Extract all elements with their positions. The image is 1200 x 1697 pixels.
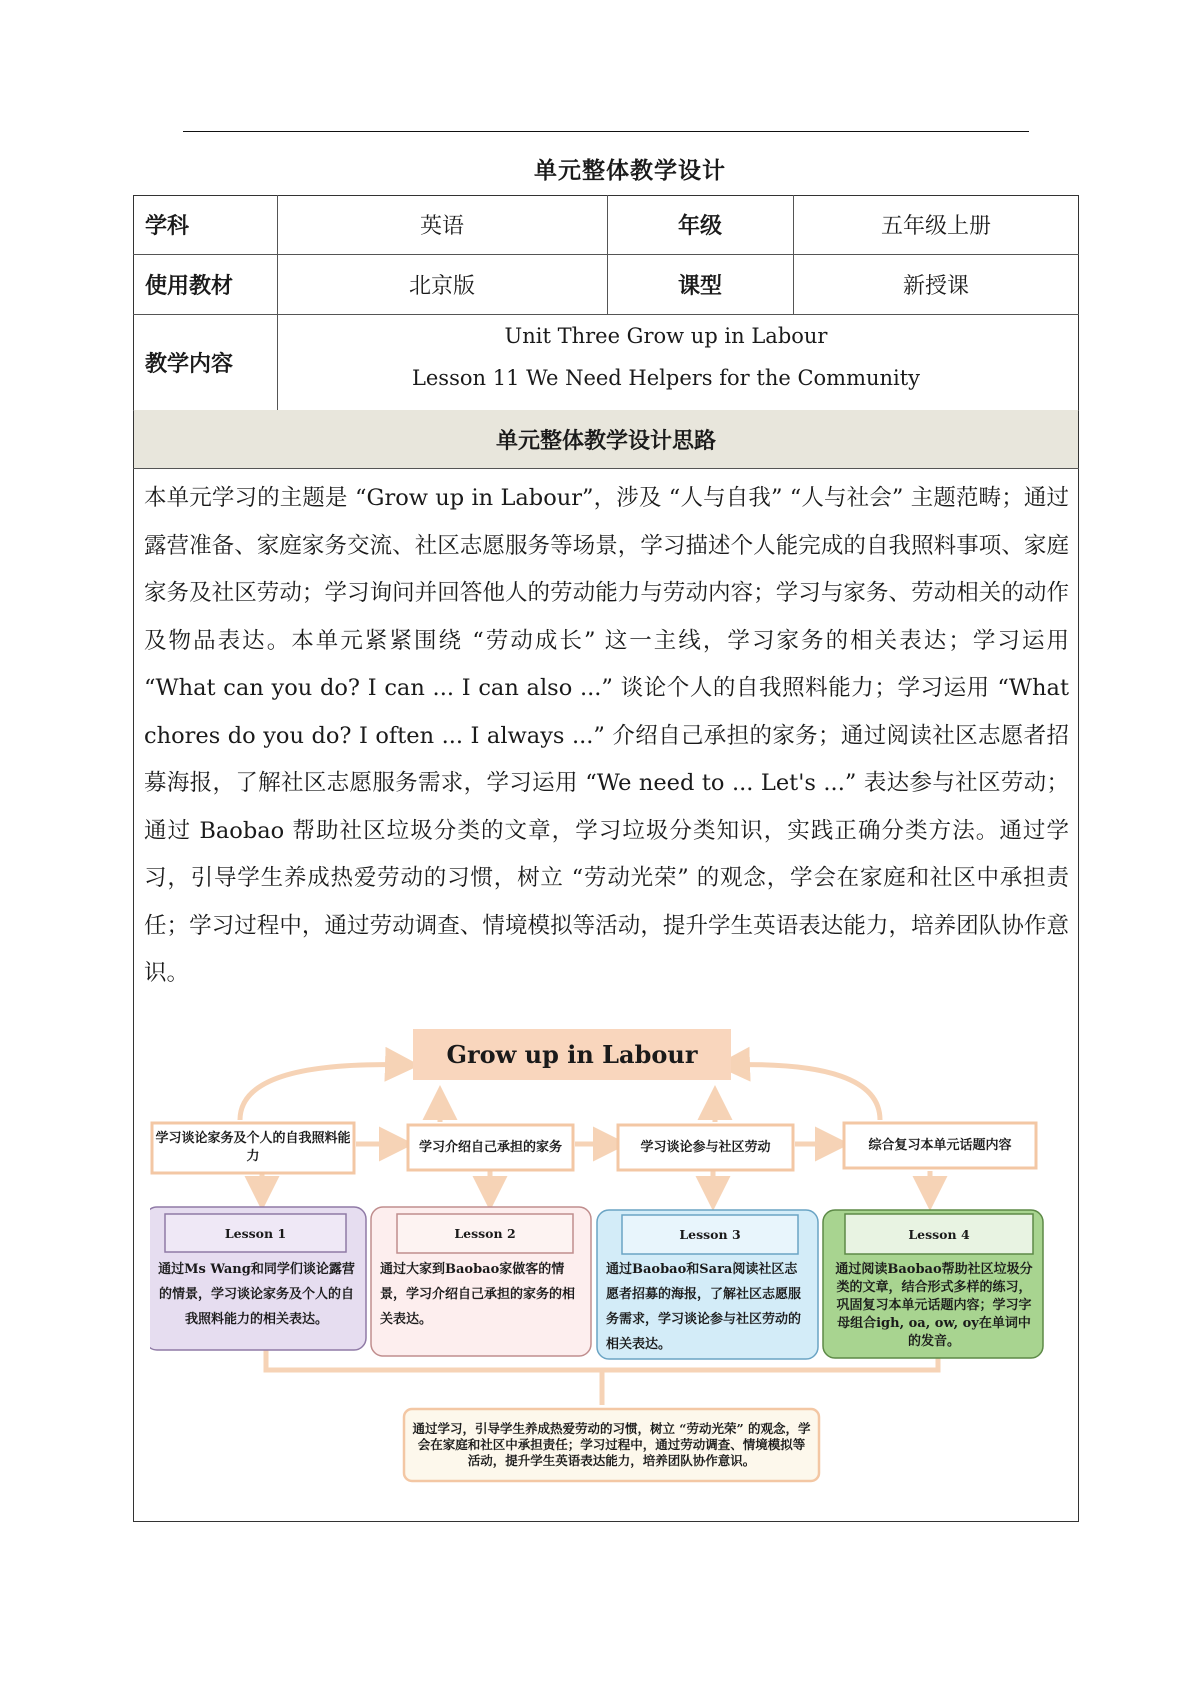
lesson-type-value: 新授课 (902, 273, 969, 299)
goal-label-2: 学习介绍自己承担的家务 (418, 1139, 562, 1155)
subject-value: 英语 (419, 214, 464, 239)
lesson-type-label: 课型 (677, 272, 722, 299)
arrow-goal1-to-title (240, 1065, 410, 1120)
diagram-title: Grow up in Labour (446, 1039, 698, 1069)
goal-label-4: 综合复习本单元话题内容 (868, 1137, 1012, 1153)
lesson-2-label: Lesson 2 (454, 1226, 516, 1241)
document-title: 单元整体教学设计 (534, 157, 726, 184)
content-label: 教学内容 (145, 350, 234, 377)
textbook-value: 北京版 (408, 273, 475, 299)
grade-label: 年级 (677, 213, 722, 239)
top-rule (183, 131, 1029, 132)
lesson-3-description: 通过Baobao和Sara阅读社区志愿者招募的海报，了解社区志愿服务需求，学习谈论参与社区劳动的相关表达。 (606, 1262, 802, 1352)
textbook-label: 使用教材 (145, 272, 234, 299)
lesson-4-description: 通过阅读Baobao帮助社区垃圾分类的文章，结合形式多样的练习，巩固复习本单元话题内容；学习字母组合igh, oa, ow, oy在单词中的发音。 (835, 1262, 1033, 1349)
lesson-4-label: Lesson 4 (908, 1226, 970, 1242)
arrow-goal4-to-title (725, 1065, 880, 1120)
goal-label-1: 学习谈论家务及个人的自我照料能力 (155, 1131, 351, 1164)
unit-flow-diagram (150, 1025, 1050, 1495)
grade-value: 五年级上册 (880, 214, 991, 239)
lesson-2-description: 通过大家到Baobao家做客的情景，学习介绍自己承担的家务的相关表达。 (380, 1262, 576, 1327)
lesson-title: Lesson 11 We Need Helpers for the Community (411, 366, 921, 390)
section-header: 单元整体教学设计思路 (134, 410, 1078, 468)
row-divider (133, 468, 1079, 469)
lesson-1-label: Lesson 1 (224, 1225, 287, 1241)
goal-label-3: 学习谈论参与社区劳动 (640, 1139, 771, 1155)
content-value (253, 315, 1079, 399)
lesson-1-description: 通过Ms Wang和同学们谈论露营的情景，学习谈论家务及个人的自我照料能力的相关表达。 (158, 1262, 355, 1327)
subject-label: 学科 (145, 213, 190, 239)
design-paragraph: 本单元学习的主题是 “Grow up in Labour”，涉及 “人与自我” “人与社会” 主题范畴；通过露营准备、家庭家务交流、社区志愿服务等场景，学习描述个人能完成的自我照料事项、家庭家务及社区劳动；学习询问并回答他人的劳动能力与劳动内容；学习与家务、劳动相关的动作及物品表达。本单元紧紧围绕 “劳动成长” 这一主线，学习家务的相关表达；学习运用 “What can you do? I can ... I can also ...” 谈论个人的自我照料能力；学习运用 “What chores do you do? I often ... I always ...” 介绍自己承担的家务；通过阅读社区志愿者招募海报，了解社区志愿服务需求，学习运用 “We need to ... Let's ...” 表达参与社区劳动；通过 Baobao 帮助社区垃圾分类的文章，学习垃圾分类知识，实践正确分类方法。通过学习，引导学生养成热爱劳动的习惯，树立 “劳动光荣” 的观念，学会在家庭和社区中承担责任；学习过程中，通过劳动调查、情境模拟等活动，提升学生英语表达能力，培养团队协作意识。 (144, 485, 1069, 986)
lesson-3-label: Lesson 3 (679, 1227, 741, 1242)
unit-title: Unit Three Grow up in Labour (504, 324, 828, 348)
summary-text: 通过学习，引导学生养成热爱劳动的习惯，树立 “劳动光荣” 的观念，学会在家庭和社区中承担责任；学习过程中，通过劳动调查、情境模拟等活动，提升学生英语表达能力，培养团队协作意识。 (412, 1421, 811, 1468)
